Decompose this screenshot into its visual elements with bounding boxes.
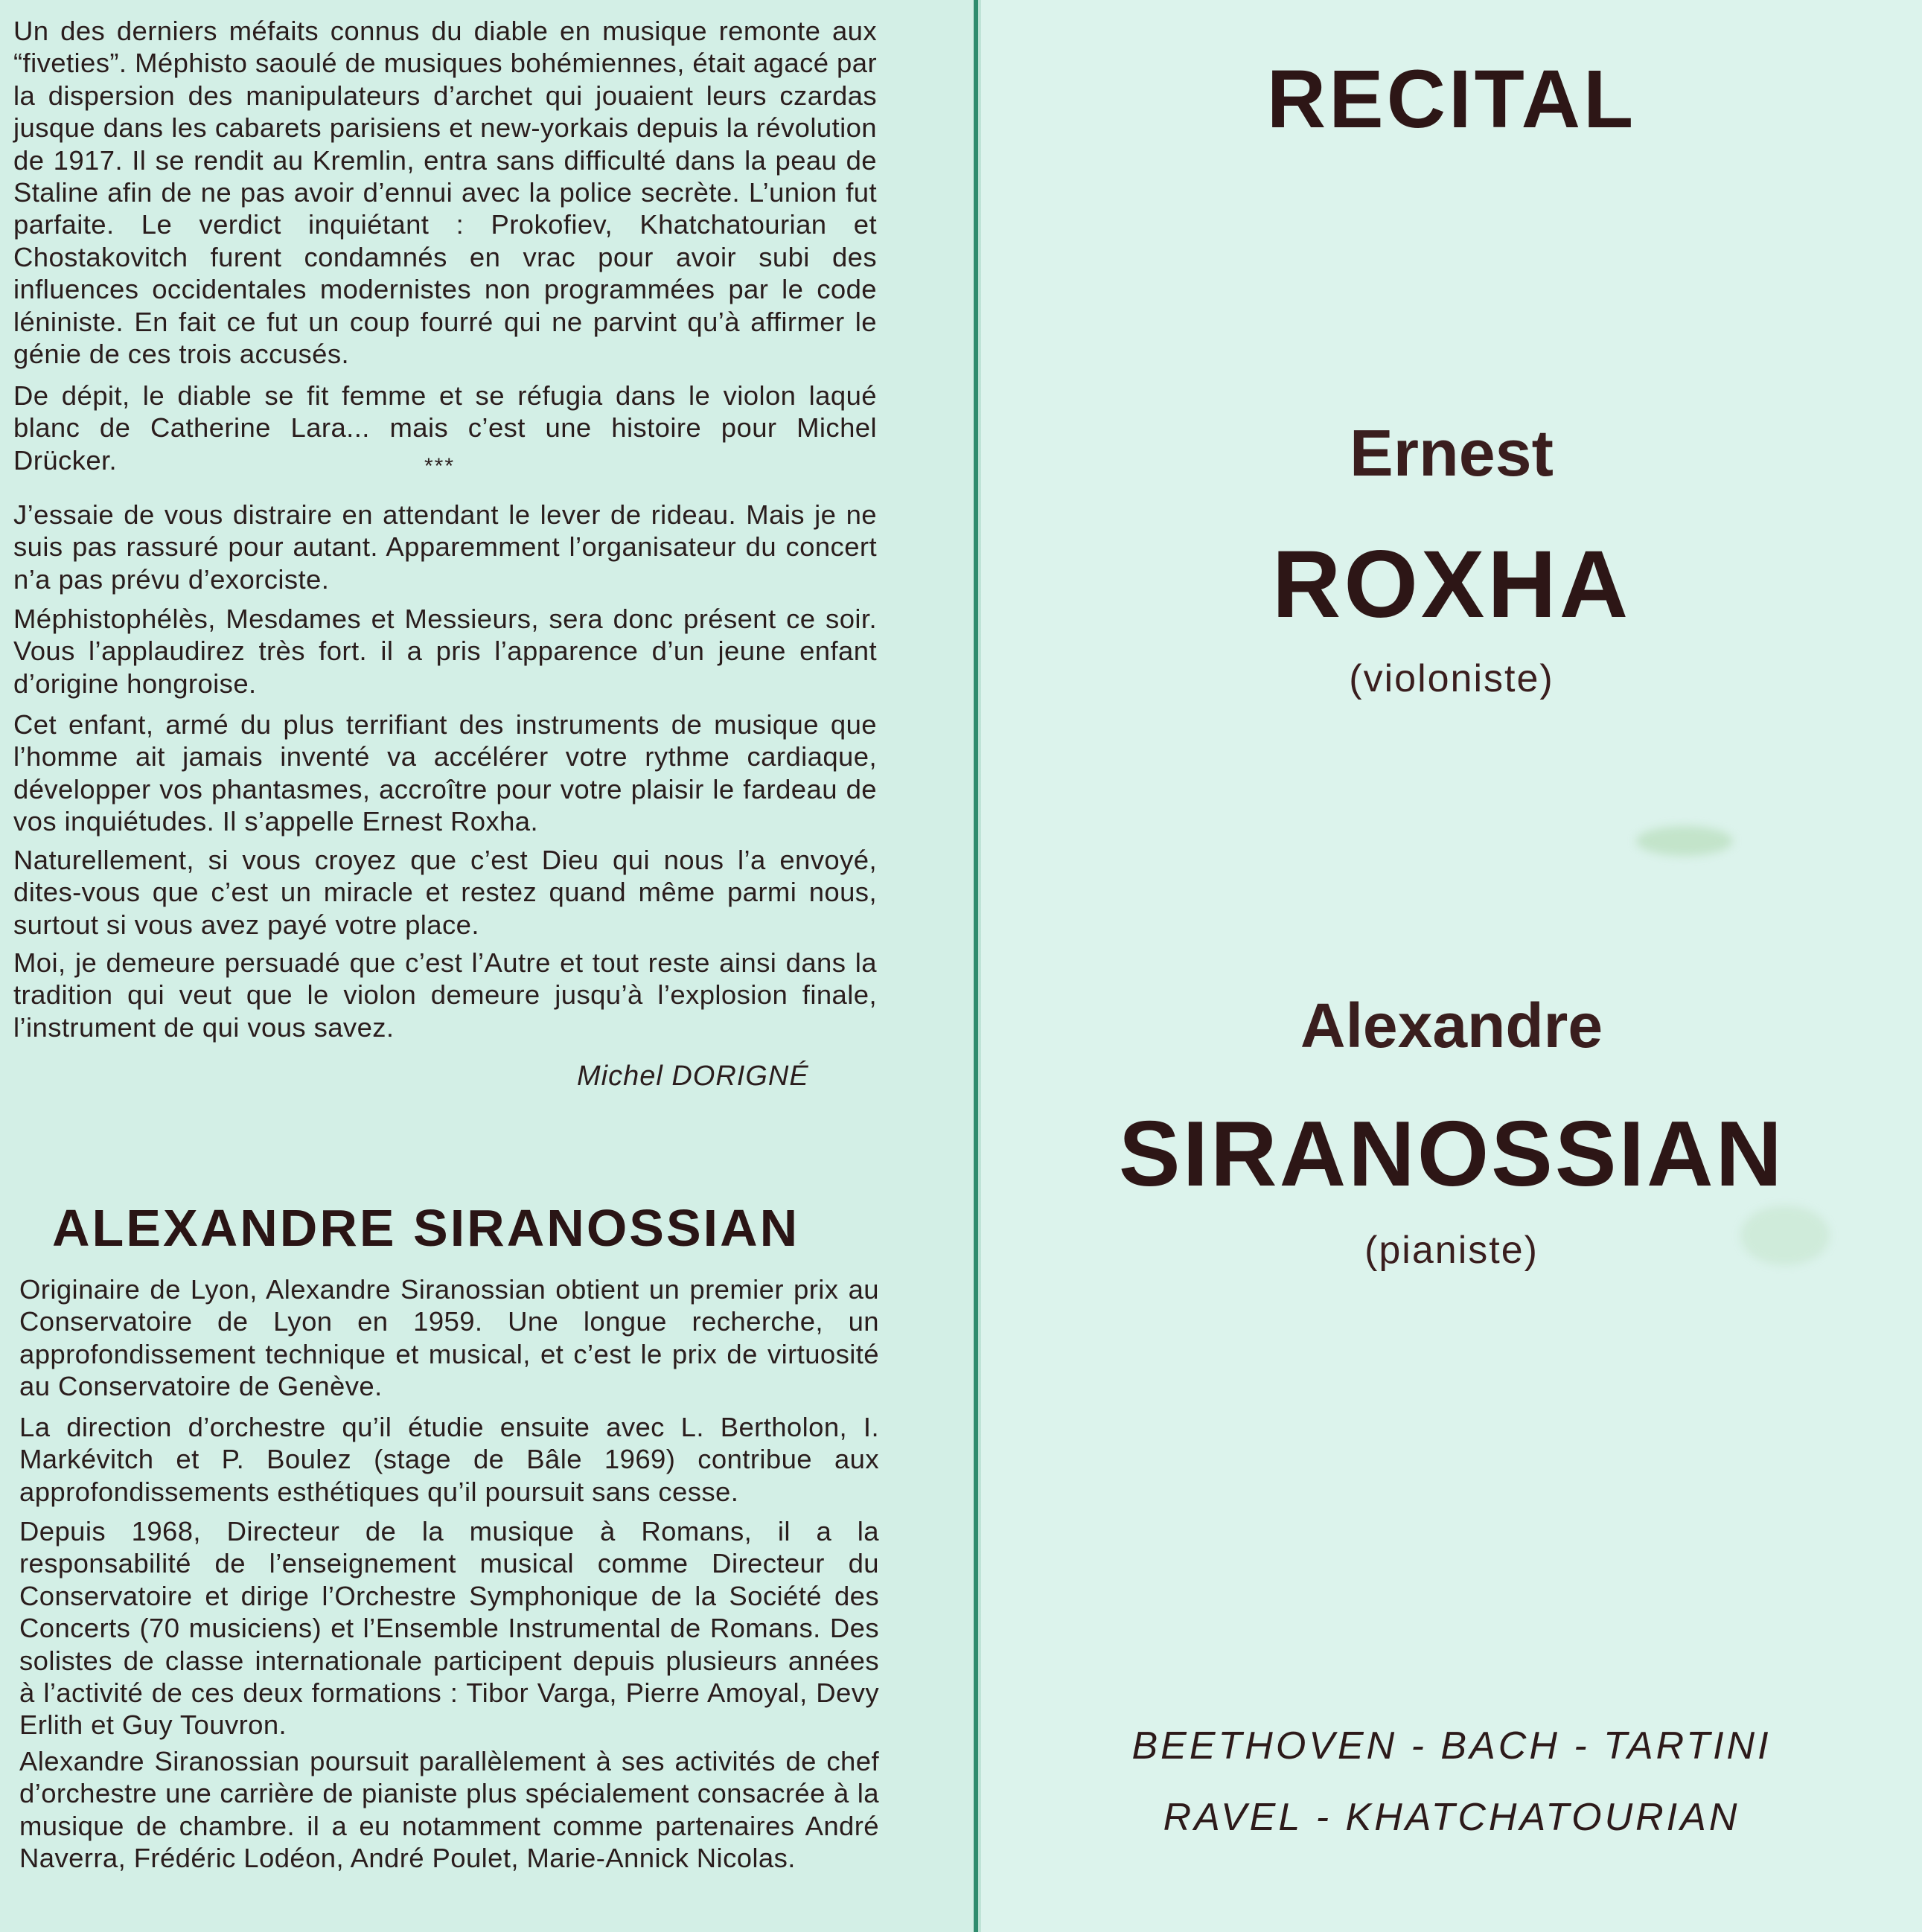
- essay-paragraph: Un des derniers méfaits connus du diable en musique remonte aux “fiveties”. Méphisto saoulé de musiques bohémiennes, était agacé par la dispersion des manipulateurs d’archet qui jouaient leurs czardas jusque dans les cabarets parisiens et new-yorkais depuis la révolution de 1917. Il se rendit au Kremlin, entra sans difficulté dans la peau de Staline afin de ne pas avoir d’ennui avec la police secrète. L’union fut parfaite. Le verdict inquiétant : Prokofiev, Khatchatourian et Chostakovitch furent condamnés en vrac pour avoir subi des influences occidentales modernistes non programmées par le code léniniste. En fait ce fut un coup fourré qui ne parvint qu’à affirmer le génie de ces trois accusés.: [13, 16, 877, 370]
- composers-line: RAVEL - KHATCHATOURIAN: [1163, 1796, 1740, 1839]
- essay-paragraph: J’essaie de vous distraire en attendant le lever de rideau. Mais je ne suis pas rassuré pour autant. Apparemment l’organisateur du concert n’a pas prévu d’exorciste.: [13, 499, 877, 595]
- violinist-role: (violoniste): [1349, 657, 1554, 700]
- violinist-last-name: ROXHA: [1271, 531, 1632, 638]
- author-signature: Michel DORIGNÉ: [577, 1061, 809, 1092]
- right-panel: [981, 0, 1922, 1932]
- bio-paragraph: Alexandre Siranossian poursuit parallèlement à ses activités de chef d’orchestre une carrière de pianiste plus spécialement consacrée à la musique de chambre. il a eu notamment comme partenaires André Naverra, Frédéric Lodéon, André Poulet, Marie-Annick Nicolas.: [19, 1746, 879, 1874]
- essay-paragraph: De dépit, le diable se fit femme et se réfugia dans le violon laqué blanc de Catherine Lara... mais c’est une histoire pour Michel Drücker.: [13, 380, 877, 476]
- essay-paragraph: Moi, je demeure persuadé que c’est l’Autre et tout reste ainsi dans la tradition qui veut que le violon demeure jusqu’à l’explosion finale, l’instrument de qui vous savez.: [13, 947, 877, 1043]
- composers-line: BEETHOVEN - BACH - TARTINI: [1131, 1724, 1772, 1768]
- violinist-first-name: Ernest: [1350, 416, 1554, 490]
- bio-paragraph: Depuis 1968, Directeur de la musique à Romans, il a la responsabilité de l’enseignement musical comme Directeur du Conservatoire et dirige l’Orchestre Symphonique de la Société des Concerts (70 musiciens) et l’Ensemble Instrumental de Romans. Des solistes de classe internationale participent depuis plusieurs années à l’activité de ces deux formations : Tibor Varga, Pierre Amoyal, Devy Erlith et Guy Touvron.: [19, 1516, 879, 1741]
- bio-paragraph: Originaire de Lyon, Alexandre Siranossian obtient un premier prix au Conservatoire de Lyon en 1959. Une longue recherche, un approfondissement technique et musical, et c’est le prix de virtuosité au Conservatoire de Genève.: [19, 1274, 879, 1402]
- essay-paragraph: Naturellement, si vous croyez que c’est Dieu qui nous l’a envoyé, dites-vous que c’est un miracle et restez quand même parmi nous, surtout si vous avez payé votre place.: [13, 845, 877, 940]
- pianist-first-name: Alexandre: [1300, 991, 1603, 1061]
- recital-title: RECITAL: [1266, 54, 1637, 145]
- bio-paragraph: La direction d’orchestre qu’il étudie ensuite avec L. Bertholon, I. Markévitch et P. Boulez (stage de Bâle 1969) contribue aux approfondissements esthétiques qu’il poursuit sans cesse.: [19, 1412, 879, 1507]
- pianist-role: (pianiste): [1364, 1229, 1539, 1272]
- paper-smudge: [1636, 826, 1733, 856]
- essay-paragraph: Cet enfant, armé du plus terrifiant des instruments de musique que l’homme ait jamais inventé va accélérer votre rythme cardiaque, développer vos phantasmes, accroître pour votre plaisir le fardeau de vos inquiétudes. Il s’appelle Ernest Roxha.: [13, 709, 877, 837]
- pianist-last-name: SIRANOSSIAN: [1118, 1103, 1785, 1206]
- bio-heading: ALEXANDRE SIRANOSSIAN: [52, 1199, 800, 1257]
- separator-asterisks: ***: [424, 454, 456, 479]
- essay-paragraph: Méphistophélès, Mesdames et Messieurs, sera donc présent ce soir. Vous l’applaudirez très fort. il a pris l’apparence d’un jeune enfant d’origine hongroise.: [13, 604, 877, 699]
